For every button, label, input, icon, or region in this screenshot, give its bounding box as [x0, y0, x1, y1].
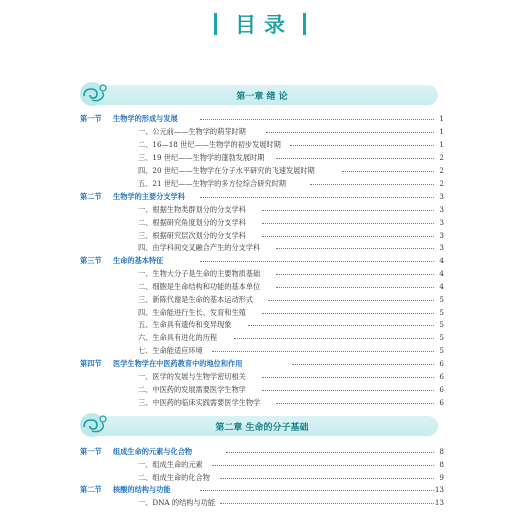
dot-leader: [212, 351, 434, 352]
section-number: 第一节: [80, 447, 102, 456]
page-number: 5: [439, 295, 444, 304]
dot-leader: [200, 490, 434, 491]
dot-leader: [248, 325, 434, 326]
section-number: 第一节: [80, 114, 102, 123]
toc-section[interactable]: [0, 255, 520, 267]
chapter-title: 第二章 生命的分子基础: [215, 422, 309, 433]
page-number: 3: [439, 205, 444, 214]
page-number: 2: [439, 179, 444, 188]
page-number: 1: [439, 127, 444, 136]
toc-item[interactable]: [0, 472, 520, 484]
toc-item[interactable]: [0, 497, 520, 509]
item-title: 一、组成生命的元素: [138, 460, 203, 469]
item-title: 二、中医药的发展需要医学生物学: [138, 385, 246, 394]
section-number: 第二节: [80, 192, 102, 201]
toc-item[interactable]: [0, 178, 520, 190]
cloud-ornament-icon: [78, 410, 112, 440]
toc-header: [0, 8, 520, 40]
item-title: 一、DNA 的结构与功能: [138, 498, 216, 507]
toc-section[interactable]: [0, 113, 520, 125]
dot-leader: [276, 248, 434, 249]
toc-item[interactable]: [0, 268, 520, 280]
dot-leader: [262, 236, 434, 237]
page-number: 9: [439, 473, 444, 482]
toc-item[interactable]: [0, 230, 520, 242]
item-title: 四、20 世纪——生物学在分子水平研究的飞速发展时期: [138, 166, 315, 175]
page-number: 2: [439, 153, 444, 162]
toc-item[interactable]: [0, 294, 520, 306]
page-number: 4: [439, 269, 444, 278]
item-title: 四、生命能进行生长、发育和生殖: [138, 308, 246, 317]
page-number: 13: [434, 498, 444, 507]
dot-leader: [220, 503, 434, 504]
section-title: 生物学的主要分支学科: [113, 192, 185, 201]
page-number: 8: [439, 460, 444, 469]
chapter-1-banner[interactable]: [86, 85, 438, 105]
chapter-2-banner[interactable]: [86, 416, 438, 436]
dot-leader: [200, 261, 434, 262]
page-number: 3: [439, 231, 444, 240]
dot-leader: [276, 274, 434, 275]
dot-leader: [262, 223, 434, 224]
page-number: 8: [439, 447, 444, 456]
item-title: 二、根据研究角度划分的分支学科: [138, 218, 246, 227]
item-title: 一、医学的发展与生物学密切相关: [138, 372, 246, 381]
dot-leader: [220, 478, 434, 479]
section-title: 生物学的形成与发展: [113, 114, 178, 123]
page-number: 5: [439, 320, 444, 329]
toc-item[interactable]: [0, 319, 520, 331]
toc-item[interactable]: [0, 152, 520, 164]
page-number: 3: [439, 218, 444, 227]
toc-item[interactable]: [0, 242, 520, 254]
item-title: 二、细胞是生命结构和功能的基本单位: [138, 282, 261, 291]
item-title: 一、公元前——生物学的萌芽时期: [138, 127, 246, 136]
dot-leader: [212, 465, 434, 466]
section-number: 第二节: [80, 485, 102, 494]
toc-item[interactable]: [0, 165, 520, 177]
dot-leader: [262, 210, 434, 211]
dot-leader: [310, 184, 434, 185]
page-number: 6: [439, 372, 444, 381]
item-title: 一、生物大分子是生命的主要物质基础: [138, 269, 261, 278]
dot-leader: [262, 377, 434, 378]
item-title: 四、由学科间交叉融合产生的分支学科: [138, 243, 261, 252]
page-number: 3: [439, 192, 444, 201]
dot-leader: [262, 390, 434, 391]
toc-section[interactable]: [0, 191, 520, 203]
dot-leader: [276, 287, 434, 288]
item-title: 二、16—18 世纪——生物学的初步发展时期: [138, 140, 281, 149]
toc-item[interactable]: [0, 307, 520, 319]
item-title: 五、生命具有遗传和变异现象: [138, 320, 232, 329]
toc-item[interactable]: [0, 384, 520, 396]
section-number: 第三节: [80, 256, 102, 265]
toc-item[interactable]: [0, 204, 520, 216]
section-title: 核酸的结构与功能: [113, 485, 171, 494]
dot-leader: [262, 313, 434, 314]
dot-leader: [290, 145, 434, 146]
toc-item[interactable]: [0, 345, 520, 357]
item-title: 五、21 世纪——生物学的多方位综合研究时期: [138, 179, 286, 188]
page-number: 5: [439, 346, 444, 355]
page-number: 3: [439, 243, 444, 252]
dot-leader: [276, 158, 434, 159]
toc-item[interactable]: [0, 139, 520, 151]
section-title: 医学生物学在中医药教育中的地位和作用: [113, 359, 243, 368]
page-number: 6: [439, 385, 444, 394]
page-number: 6: [439, 398, 444, 407]
dot-leader: [268, 300, 434, 301]
toc-item[interactable]: [0, 217, 520, 229]
toc-item[interactable]: [0, 459, 520, 471]
dot-leader: [226, 452, 434, 453]
section-title: 生命的基本特征: [113, 256, 164, 265]
page-number: 6: [439, 359, 444, 368]
page-number: 4: [439, 256, 444, 265]
toc-item[interactable]: [0, 371, 520, 383]
dot-leader: [200, 197, 434, 198]
toc-item[interactable]: [0, 126, 520, 138]
item-title: 三、中医药的临床实践需要医学生物学: [138, 398, 261, 407]
dot-leader: [292, 364, 434, 365]
item-title: 七、生命能适应环境: [138, 346, 203, 355]
page-number: 13: [434, 485, 444, 494]
section-title: 组成生命的元素与化合物: [113, 447, 193, 456]
cloud-ornament-icon: [78, 79, 112, 109]
item-title: 六、生命具有进化的历程: [138, 333, 218, 342]
item-title: 二、组成生命的化合物: [138, 473, 210, 482]
toc-item[interactable]: [0, 397, 520, 409]
toc-section[interactable]: [0, 358, 520, 370]
item-title: 三、根据研究层次划分的分支学科: [138, 231, 246, 240]
dot-leader: [342, 171, 434, 172]
dot-leader: [266, 132, 434, 133]
page-number: 1: [439, 140, 444, 149]
section-number: 第四节: [80, 359, 102, 368]
page-number: 2: [439, 166, 444, 175]
page-title: 目录: [235, 13, 293, 37]
page-number: 4: [439, 282, 444, 291]
dot-leader: [276, 403, 434, 404]
toc-section[interactable]: [0, 484, 520, 496]
dot-leader: [200, 119, 434, 120]
toc-item[interactable]: [0, 281, 520, 293]
toc-section[interactable]: [0, 446, 520, 458]
page-number: 5: [439, 333, 444, 342]
chapter-title: 第一章 绪 论: [236, 91, 288, 102]
toc-item[interactable]: [0, 332, 520, 344]
page-number: 5: [439, 308, 444, 317]
item-title: 三、新陈代谢是生命的基本运动形式: [138, 295, 254, 304]
right-title-bar: [303, 13, 306, 35]
dot-leader: [234, 338, 434, 339]
page-number: 1: [439, 114, 444, 123]
item-title: 一、根据生物类群划分的分支学科: [138, 205, 246, 214]
left-title-bar: [214, 13, 217, 35]
item-title: 三、19 世纪——生物学的蓬勃发展时期: [138, 153, 265, 162]
